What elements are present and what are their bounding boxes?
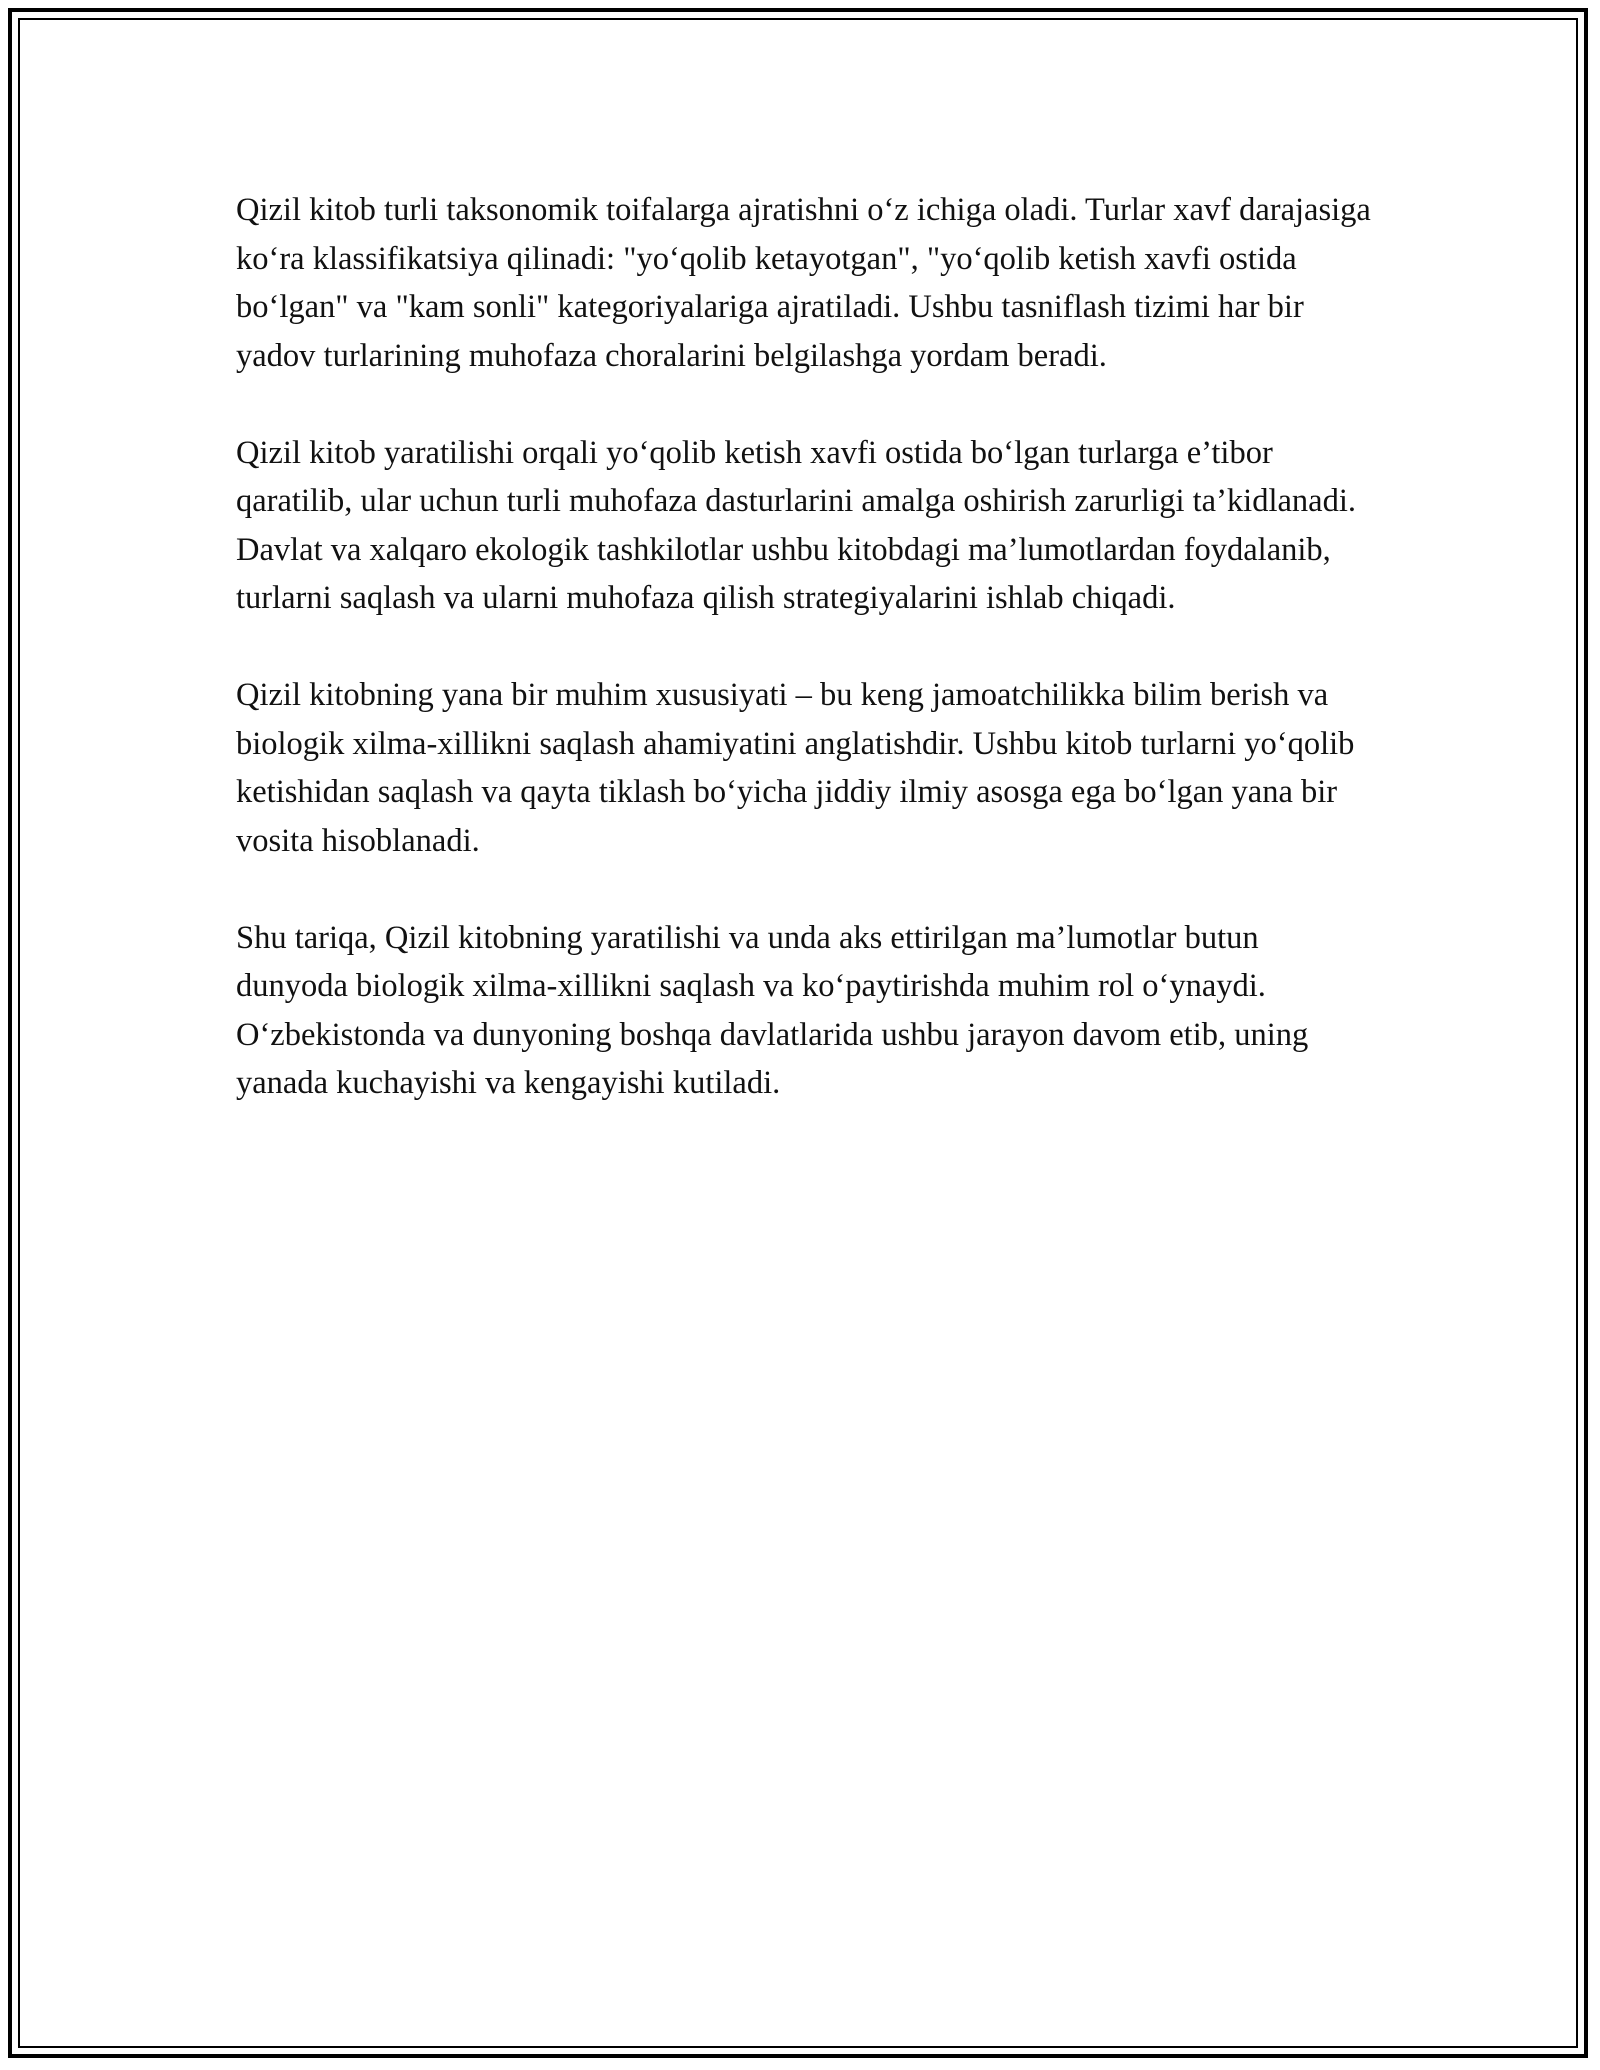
- document-body: [236, 186, 1376, 1156]
- paragraph-1: Qizil kitob turli taksonomik toifalarga ajratishni o‘z ichiga oladi. Turlar xavf darajasiga ko‘ra klassifikatsiya qilinadi: "yo‘qolib ketayotgan", "yo‘qolib ketish xavfi ostida bo‘lgan" va "kam sonli" kategoriyalariga ajratiladi. Ushbu tasniflash tizimi har bir yadov turlarining muhofaza choralarini belgilashga yordam beradi.: [236, 192, 1371, 374]
- paragraph-2: Qizil kitob yaratilishi orqali yo‘qolib ketish xavfi ostida bo‘lgan turlarga e’tibor qaratilib, ular uchun turli muhofaza dasturlarini amalga oshirish zarurligi ta’kidlanadi. Davlat va xalqaro ekologik tashkilotlar ushbu kitobdagi ma’lumotlardan foydalanib, turlarni saqlash va ularni muhofaza qilish strategiyalarini ishlab chiqadi.: [236, 434, 1356, 616]
- paragraph-4: Shu tariqa, Qizil kitobning yaratilishi va unda aks ettirilgan ma’lumotlar butun dunyoda biologik xilma-xillikni saqlash va ko‘paytirishda muhim rol o‘ynaydi. O‘zbekistonda va dunyoning boshqa davlatlarida ushbu jarayon davom etib, uning yanada kuchayishi va kengayishi kutiladi.: [236, 919, 1309, 1101]
- paragraph-3: Qizil kitobning yana bir muhim xususiyati – bu keng jamoatchilikka bilim berish va biologik xilma-xillikni saqlash ahamiyatini anglatishdir. Ushbu kitob turlarni yo‘qolib ketishidan saqlash va qayta tiklash bo‘yicha jiddiy ilmiy asosga ega bo‘lgan yana bir vosita hisoblanadi.: [236, 677, 1355, 859]
